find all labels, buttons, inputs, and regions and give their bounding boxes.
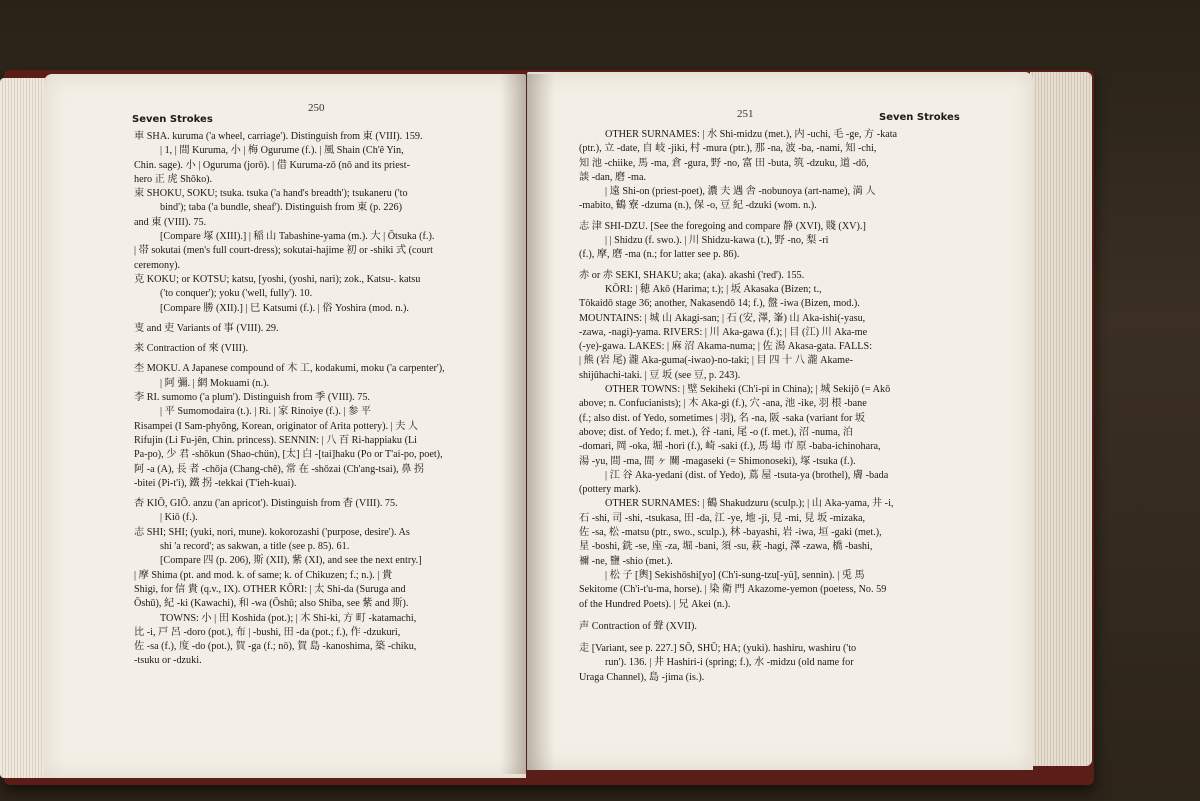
text-line: 赤 or 赤 SEKI, SHAKU; aka; (aka). akashi ('red'). 155. bbox=[579, 269, 805, 281]
text-line: shi 'a record'; as sakwan, a title (see p. 85). 61. bbox=[160, 541, 350, 553]
text-line: | 江 谷 Aka-yedani (dist. of Yedo), 蔦 屋 -tsuta-ya (brothel), 膚 -bada bbox=[605, 469, 889, 481]
text-line: Uraga Channel), 島 -jima (is.). bbox=[579, 671, 705, 683]
text-line: 李 RI. sumomo ('a plum'). Distinguish from 季 (VIII). 75. bbox=[134, 392, 370, 404]
text-line: 杏 KIŌ, GIŌ. anzu ('an apricot'). Distinguish from 杳 (VIII). 75. bbox=[134, 498, 398, 510]
running-header-left: Seven Strokes bbox=[132, 114, 213, 125]
text-line: 比 -i, 戸 呂 -doro (pot.), 布 | -bushi, 田 -da (pot.; f.), 作 -dzukuri, bbox=[134, 626, 401, 638]
text-line: -mabito, 鶴 寮 -dzuma (n.), 保 -o, 豆 紀 -dzuki (wom. n.). bbox=[579, 200, 817, 212]
text-line: 杢 MOKU. A Japanese compound of 木 工, kodakumi, moku ('a carpenter'), bbox=[134, 363, 445, 375]
text-line: | Kiō (f.). bbox=[160, 512, 198, 524]
text-line: ('to conquer'); yoku ('well, fully'). 10. bbox=[160, 288, 313, 300]
text-line: OTHER SURNAMES: | 水 Shi-midzu (met.), 内 -uchi, 毛 -ge, 方 -kata bbox=[605, 129, 898, 140]
right-page-text bbox=[579, 128, 969, 685]
text-line: 克 KOKU; or KOTSU; katsu, [yoshi, (yoshi, nari); zok., Katsu-. katsu bbox=[134, 273, 421, 285]
text-line: 佐 -sa (f.), 度 -do (pot.), 賀 -ga (f.; nō), 賀 島 -kanoshima, 築 -chiku, bbox=[134, 641, 417, 653]
text-line: 湯 -yu, 間 -ma, 間 ヶ 關 -magaseki (= Shimonoseki), 塚 -tsuka (f.). bbox=[579, 455, 856, 467]
text-line: | 阿 彌. | 網 Mokuami (n.). bbox=[160, 377, 270, 389]
text-line: (ptr.), 立 -date, 自 岐 -jiki, 村 -mura (ptr.), 那 -na, 波 -ba, -nami, 知 -chi, bbox=[579, 143, 877, 155]
text-line: 佐 -sa, 松 -matsu (ptr., swo., sculp.), 林 -bayashi, 岩 -iwa, 垣 -gaki (met.), bbox=[579, 527, 882, 539]
text-line: | 平 Sumomodaira (t.). | Ri. | 家 Rinoiye (f.). | 参 平 bbox=[160, 406, 372, 418]
text-line: shijūhachi-taki. | 豆 坂 (see 豆, p. 243). bbox=[579, 369, 741, 381]
page-number-right: 251 bbox=[737, 108, 754, 120]
text-line: Sekitome (Ch'i-t'u-ma, horse). | 染 衛 門 Akazome-yemon (poetess, No. 59 bbox=[579, 584, 887, 596]
text-line: 談 -dan, 磨 -ma. bbox=[579, 171, 647, 183]
text-line: 来 Contraction of 來 (VIII). bbox=[134, 343, 249, 355]
text-line: Risampei (I Sam-phyŏng, Korean, originator of Arita pottery). | 夫 人 bbox=[134, 420, 419, 432]
text-line: [Compare 四 (p. 206), 斯 (XII), 紫 (XI), and see the next entry.] bbox=[160, 555, 422, 567]
text-line: -bitei (Pi-t'i), 鐵 拐 -tekkai (T'ieh-kuai). bbox=[134, 477, 297, 489]
text-line: 志 SHI; SHI; (yuki, nori, mune). kokorozashi ('purpose, desire'). As bbox=[134, 526, 410, 538]
text-line: (pottery mark). bbox=[579, 484, 641, 496]
text-line: | 帯 sokutai (men's full court-dress); sokutai-hajime 初 or -shiki 式 (court bbox=[134, 245, 433, 257]
text-line: ceremony). bbox=[134, 259, 181, 271]
text-line: bind'); taba ('a bundle, sheaf'). Distinguish from 東 (p. 226) bbox=[160, 202, 403, 214]
text-line: 志 津 SHI-DZU. [See the foregoing and compare 静 (XVI), 賤 (XV).] bbox=[579, 220, 866, 232]
text-line: 束 SHOKU, SOKU; tsuka. tsuka ('a hand's breadth'); tsukaneru ('to bbox=[134, 188, 408, 200]
text-line: 車 SHA. kuruma ('a wheel, carriage'). Distinguish from 東 (VIII). 159. bbox=[134, 131, 423, 142]
text-line: Rifujin (Li Fu-jên, Chin. princess). SENNIN: | 八 百 Ri-happiaku (Li bbox=[134, 434, 418, 446]
text-line: 走 [Variant, see p. 227.] SŌ, SHŪ; HA; (yuki). hashiru, washiru ('to bbox=[579, 643, 857, 655]
text-line: hero 正 虎 Shōko). bbox=[134, 173, 213, 185]
text-line: (f.), 摩, 磨 -ma (n.; for latter see p. 86). bbox=[579, 249, 740, 261]
text-line: 叓 and 吏 Variants of 事 (VIII). 29. bbox=[134, 322, 279, 334]
text-line: [Compare 勝 (XII).] | 巳 Katsumi (f.). | 俗 Yoshira (mod. n.). bbox=[160, 302, 409, 314]
text-line: Chin. sage). 小 | Oguruma (jorō). | 借 Kuruma-zō (nō and its priest- bbox=[134, 159, 410, 171]
text-line: run'). 136. | 井 Hashiri-i (spring; f.), 水 -midzu (old name for bbox=[605, 657, 854, 669]
text-line: | 熊 (岩 尾) 瀧 Aka-guma(-iwao)-no-taki; | 目 四 十 八 瀧 Akame- bbox=[579, 355, 853, 367]
text-line: (-ye)-gawa. LAKES: | 麻 沼 Akama-numa; | 佐 潟 Akasa-gata. FALLS: bbox=[579, 341, 873, 353]
left-page bbox=[44, 74, 526, 778]
text-line: 星 -boshi, 銑 -se, 座 -za, 堀 -bani, 須 -su, 萩 -hagi, 澤 -zawa, 橋 -bashi, bbox=[579, 541, 873, 553]
text-line: 阿 -a (A), 長 者 -chōja (Chang-chê), 常 在 -shōzai (Ch'ang-tsai), 鼻 拐 bbox=[134, 463, 425, 475]
text-line: above; n. Confucianists); | 木 Aka-gi (f.), 穴 -ana, 池 -ike, 羽 根 -bane bbox=[579, 398, 867, 410]
text-line: of the Hundred Poets). | 兄 Akei (n.). bbox=[579, 598, 731, 610]
text-line: | | Shidzu (f. swo.). | 川 Shidzu-kawa (t.), 野 -no, 梨 -ri bbox=[605, 235, 829, 247]
page-edges-left bbox=[0, 78, 46, 778]
text-line: 声 Contraction of 聲 (XVII). bbox=[579, 620, 697, 632]
text-line: TOWNS: 小 | 田 Koshida (pot.); | 木 Shi-ki, 方 町 -katamachi, bbox=[160, 612, 417, 624]
text-line: | 1, | 間 Kuruma, 小 | 梅 Ogurume (f.). | 風 Shain (Ch'ê Yin, bbox=[160, 145, 404, 157]
page-edges-right bbox=[1030, 72, 1092, 766]
text-line: MOUNTAINS: | 城 山 Akagi-san; | 石 (安, 澤, 峯) 山 Aka-ishi(-yasu, bbox=[579, 312, 866, 324]
page-number-left: 250 bbox=[308, 102, 325, 114]
text-line: Ōshū), 紀 -ki (Kawachi), 和 -wa (Ōshū; also Shiba, see 紫 and 斯). bbox=[134, 598, 409, 610]
text-line: 禰 -ne, 鹽 -shio (met.). bbox=[579, 555, 673, 567]
text-line: -tsuku or -dzuki. bbox=[134, 655, 202, 667]
text-line: Tōkaidō stage 36; another, Nakasendō 14; f.), 盤 -iwa (Bizen, mod.). bbox=[579, 298, 860, 310]
text-line: (f.; also dist. of Yedo, sometimes | 羽), 名 -na, 阪 -saka (variant for 坂 bbox=[579, 412, 866, 424]
right-page bbox=[527, 72, 1033, 770]
text-line: above; dist. of Yedo; f. met.), 谷 -tani, 尾 -o (f. met.), 沼 -numa, 泊 bbox=[579, 426, 853, 438]
text-line: OTHER TOWNS: | 壁 Sekiheki (Ch'i-pi in China); | 城 Sekijō (= Akō bbox=[605, 384, 891, 396]
text-line: | 松 子 [輿] Sekishōshi[yo] (Ch'i-sung-tzu[-yü], sennin). | 兎 馬 bbox=[605, 569, 865, 581]
text-line: 石 -shi, 司 -shi, -tsukasa, 田 -da, 江 -ye, 地 -ji, 見 -mi, 見 坂 -mizaka, bbox=[579, 512, 866, 524]
text-line: and 東 (VIII). 75. bbox=[134, 216, 207, 228]
text-line: | 遠 Shi-on (priest-poet), 濃 夫 遇 舎 -nobunoya (art-name), 満 人 bbox=[605, 186, 876, 198]
text-line: 知 池 -chiike, 馬 -ma, 倉 -gura, 野 -no, 富 田 -buta, 筑 -dzuku, 道 -dō, bbox=[579, 157, 869, 169]
text-line: [Compare 塚 (XIII).] | 稲 山 Tabashine-yama (m.). 大 | Ōtsuka (f.). bbox=[160, 231, 435, 243]
text-line: OTHER SURNAMES: | 鶴 Shakudzuru (sculp.); | 山 Aka-yama, 井 -i, bbox=[605, 498, 894, 510]
text-line: Shigi, for 信 貴 (q.v., IX). OTHER KŌRI: | 太 Shi-da (Suruga and bbox=[134, 583, 406, 595]
text-line: -domari, 岡 -oka, 堀 -hori (f.), 崎 -saki (f.), 馬 場 市 原 -baba-ichinohara, bbox=[579, 441, 881, 453]
text-line: | 摩 Shima (pt. and mod. k. of same; k. of Chikuzen; f.; n.). | 貴 bbox=[134, 569, 393, 581]
text-line: -zawa, -nagi)-yama. RIVERS: | 川 Aka-gawa (f.); | 目 (江) 川 Aka-me bbox=[579, 326, 868, 338]
text-line: Pa-po), 少 君 -shōkun (Shao-chün), [太] 白 -[tai]haku (Po or T'ai-po, poet), bbox=[134, 449, 443, 461]
left-page-text bbox=[134, 130, 506, 669]
text-line: KŌRI: | 穂 Akō (Harima; t.); | 坂 Akasaka (Bizen; t., bbox=[605, 283, 822, 295]
running-header-right: Seven Strokes bbox=[879, 112, 960, 123]
